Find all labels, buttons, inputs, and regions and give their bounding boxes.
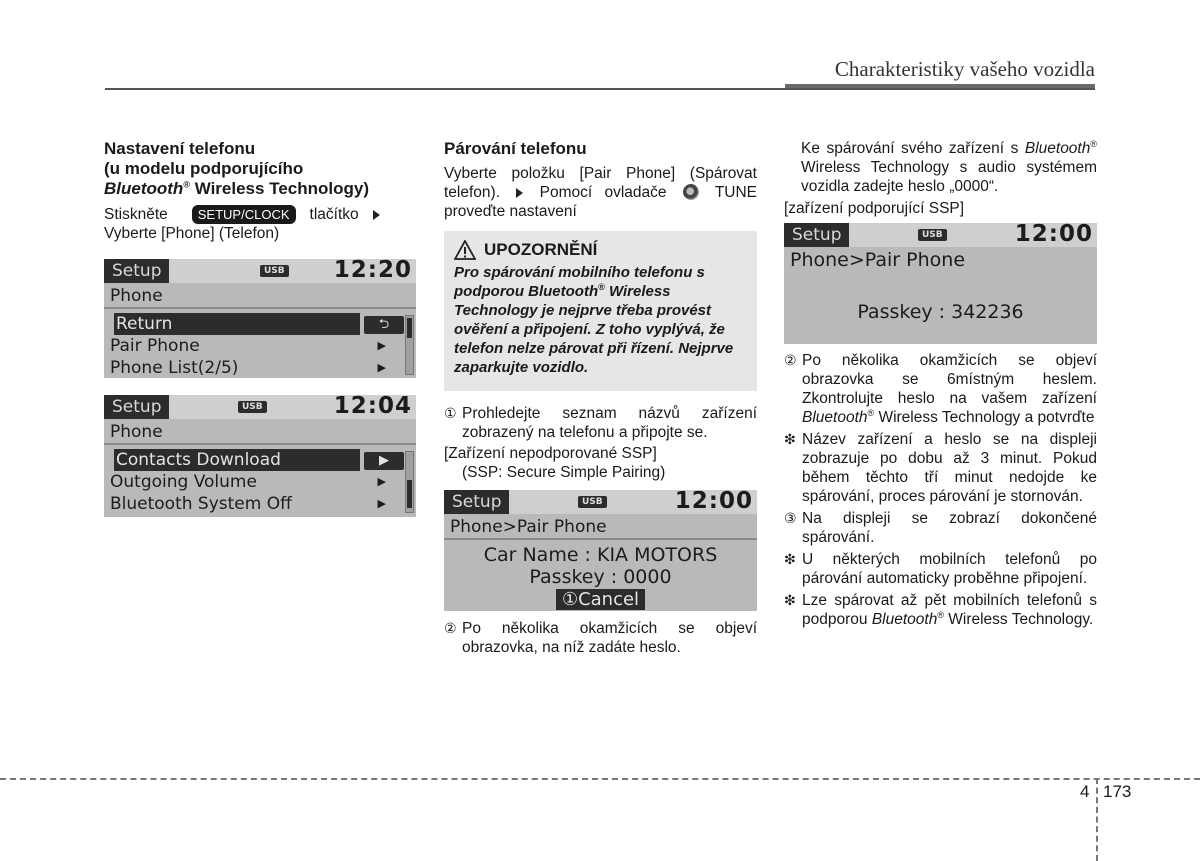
- note-3-text-b: Wireless Technology.: [943, 611, 1094, 628]
- usb-icon: USB: [260, 265, 289, 277]
- lcd-setup-label: Setup: [444, 490, 509, 514]
- step-3-text: Na displeji se zobrazí dokončené spárování.: [802, 510, 1097, 546]
- press-instruction: [104, 205, 416, 224]
- lcd-screen-passkey: [784, 223, 1097, 344]
- lcd-status-bar: [444, 490, 757, 514]
- lcd-row-outgoing-volume: [104, 471, 416, 493]
- lcd-row-label: Bluetooth System Off: [110, 494, 292, 514]
- lcd-title: Phone: [104, 419, 416, 445]
- note-1: [784, 430, 1097, 506]
- note-1-text: Název zařízení a heslo se na displeji zobrazuje po dobu až 3 minut. Pokud během těchto tří minut nedojde ke spárování, proces párování je stornován.: [802, 431, 1097, 505]
- registered-mark: ®: [937, 609, 944, 620]
- registered-mark: ®: [183, 179, 190, 190]
- lcd-setup-label: Setup: [104, 259, 169, 283]
- warning-text-a: Pro spárování mobilního telefonu s podporou Bluetooth: [454, 264, 705, 300]
- chapter-number: 4: [1080, 782, 1090, 801]
- intro-text-c: TUNE proveďte nastavení: [444, 184, 758, 220]
- lcd-title: Phone>Pair Phone: [444, 514, 757, 540]
- warning-box: [444, 231, 757, 391]
- footer-vertical-divider: [1096, 778, 1098, 861]
- step-2-text: Po několika okamžicích se objeví obrazovka, na níž zadáte heslo.: [462, 620, 757, 656]
- lcd-clock: 12:00: [674, 490, 753, 514]
- note-icon: ❇: [784, 431, 796, 447]
- lcd-clock: 12:20: [333, 259, 412, 283]
- lcd-row-return: [104, 313, 416, 335]
- ssp-unsupported-label: [Zařízení nepodporované SSP]: [444, 445, 657, 462]
- lcd-cancel-button: ①Cancel: [556, 589, 645, 610]
- lcd-screen-phone-menu-2: [104, 395, 416, 517]
- note-icon: ❇: [784, 551, 796, 567]
- step-number-2: ②: [784, 352, 797, 368]
- lcd-scrollbar: [405, 451, 414, 513]
- lcd-screen-phone-menu-1: [104, 259, 416, 378]
- lcd-scroll-thumb: [407, 480, 412, 508]
- lcd-row-return-label: Return: [114, 313, 360, 335]
- bluetooth-word: Bluetooth: [104, 179, 184, 198]
- page-header-title: Charakteristiky vašeho vozidla: [834, 57, 1095, 81]
- heading-line2: (u modelu podporujícího: [104, 159, 304, 178]
- bluetooth-word: Bluetooth: [1024, 140, 1091, 157]
- chevron-right-icon: ▶: [377, 475, 386, 488]
- note-3-text-a: Lze spárovat až pět mobilních telefonů s podporou: [802, 592, 1097, 628]
- lcd-passkey: Passkey : 342236: [857, 301, 1024, 323]
- warning-title: [454, 239, 747, 261]
- lcd-passkey: Passkey : 0000: [529, 566, 672, 588]
- lcd-row-pair-phone: [104, 335, 416, 357]
- lcd-title: Phone>Pair Phone: [790, 249, 966, 271]
- step-number-2: ②: [444, 620, 457, 636]
- warning-text: [454, 263, 747, 377]
- note-3: [784, 591, 1097, 629]
- intro-text-a: Vyberte položku [Pair Phone] (Spárovat telefon).: [444, 165, 757, 201]
- middle-column: [444, 139, 757, 657]
- step-1-text: Prohledejte seznam názvů zařízení zobrazený na telefonu a připojte se.: [462, 405, 757, 441]
- warning-text-b: Wireless Technology je nejprve třeba provést ověření a připojení. Z toho vyplývá, že telefon nelze párovat při řízení. Nejprve zaparkujte vozidlo.: [454, 283, 734, 376]
- step-2-text: [802, 351, 1097, 427]
- usb-icon: USB: [238, 401, 267, 413]
- lcd-clock: 12:04: [333, 395, 412, 419]
- lcd-screen-pair-phone: [444, 490, 757, 611]
- lcd-row-bluetooth-off: [104, 493, 416, 515]
- step-1: [444, 404, 757, 442]
- arrow-right-icon: [373, 210, 380, 220]
- chevron-right-icon: ▶: [377, 339, 386, 352]
- bluetooth-word: Bluetooth: [802, 409, 868, 426]
- lcd-title: Phone: [104, 283, 416, 309]
- bluetooth-word: Bluetooth: [871, 611, 938, 628]
- chevron-right-icon: ▶: [377, 361, 386, 374]
- ssp-supported-label: [zařízení podporující SSP]: [784, 200, 965, 217]
- heading-rest: Wireless Technology): [189, 179, 369, 198]
- note-3-text: [802, 591, 1097, 629]
- lcd-row-contacts-download: [104, 449, 416, 471]
- lcd-scrollbar: [405, 315, 414, 375]
- lcd-row-label: Outgoing Volume: [110, 472, 257, 492]
- registered-mark: ®: [598, 282, 605, 292]
- lcd-row-contacts-download-label: Contacts Download: [114, 449, 360, 471]
- passkey-intro: [784, 139, 1097, 196]
- setup-clock-button-label: SETUP/CLOCK: [192, 205, 296, 224]
- intro-text-b: Pomocí ovladače: [539, 184, 667, 201]
- usb-icon: USB: [578, 496, 607, 508]
- step-number-3: ③: [784, 510, 797, 526]
- lcd-setup-label: Setup: [104, 395, 169, 419]
- lcd-status-bar: [104, 395, 416, 419]
- select-phone-instruction: Vyberte [Phone] (Telefon): [104, 225, 280, 242]
- header-rule: [105, 88, 1095, 90]
- registered-mark: ®: [1090, 138, 1097, 149]
- return-icon: ⮌: [364, 316, 404, 334]
- lcd-car-name: Car Name : KIA MOTORS: [483, 544, 718, 566]
- warning-title-text: UPOZORNĚNÍ: [484, 240, 598, 259]
- lcd-row-label: Pair Phone: [110, 336, 200, 356]
- lcd-setup-label: Setup: [784, 223, 849, 247]
- lcd-row-phone-list: [104, 357, 416, 378]
- step-3: [784, 509, 1097, 547]
- heading-line1: Nastavení telefonu: [104, 139, 256, 158]
- note-icon: ❇: [784, 592, 796, 608]
- lcd-scroll-thumb: [407, 318, 412, 338]
- button-word: tlačítko: [309, 206, 359, 223]
- page-number: 173: [1103, 782, 1132, 801]
- step-2-text-b: Wireless Technology a potvrďte: [874, 409, 1095, 426]
- step-2: [444, 619, 757, 657]
- intro-text-b: Wireless Technology s audio systémem vozidla zadejte heslo „0000“.: [801, 159, 1097, 195]
- step-number-1: ①: [444, 405, 457, 421]
- lcd-status-bar: [784, 223, 1097, 247]
- left-column: [104, 139, 416, 517]
- arrow-right-icon: [516, 188, 523, 198]
- pairing-intro: [444, 164, 757, 221]
- footer-dashed-rule: [0, 778, 1200, 780]
- registered-mark: ®: [867, 407, 875, 418]
- heading-line3: [104, 179, 416, 199]
- chevron-right-icon: ▶: [377, 497, 386, 510]
- lcd-status-bar: [104, 259, 416, 283]
- note-2: [784, 550, 1097, 588]
- right-column: [784, 139, 1097, 629]
- lcd-row-label: Phone List(2/5): [110, 358, 239, 378]
- step-2: [784, 351, 1097, 427]
- ssp-explanation: (SSP: Secure Simple Pairing): [462, 464, 666, 481]
- section-heading-phone-setup: [104, 139, 416, 199]
- tune-knob-icon: [683, 184, 699, 200]
- note-2-text: U některých mobilních telefonů po párování automaticky proběhne připojení.: [802, 551, 1097, 587]
- usb-icon: USB: [918, 229, 947, 241]
- intro-text-a: Ke spárování svého zařízení s: [801, 140, 1025, 157]
- chevron-right-icon: ▶: [364, 452, 404, 470]
- lcd-clock: 12:00: [1014, 223, 1093, 247]
- section-heading-pairing: Párování telefonu: [444, 139, 587, 158]
- step-2-text-a: Po několika okamžicích se objeví obrazovka se 6místným heslem. Zkontrolujte heslo na vašem zařízení: [802, 352, 1097, 407]
- press-word: Stiskněte: [104, 206, 168, 223]
- warning-icon: [454, 240, 476, 260]
